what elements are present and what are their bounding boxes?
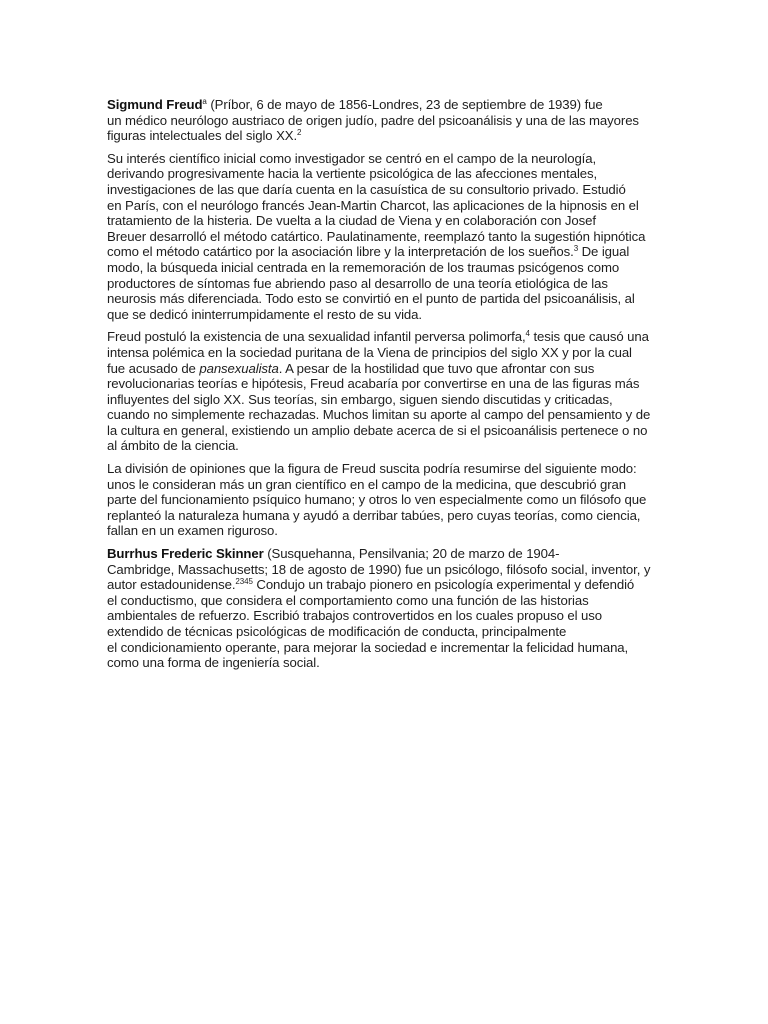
text-line: el condicionamiento operante, para mejorar la sociedad e incrementar la felicidad humana, (107, 639, 629, 655)
text-line: revolucionarias teorías e hipótesis, Freud acabaría por convertirse en una de las figuras más (107, 376, 640, 392)
italic-term: pansexualista (199, 360, 279, 376)
text-line: un médico neurólogo austriaco de origen judío, padre del psicoanálisis y una de las mayores (107, 112, 639, 128)
text-line: Cambridge, Massachusetts; 18 de agosto de 1990) fue un psicólogo, filósofo social, inventor, y (107, 561, 651, 577)
text-line: Condujo un trabajo pionero en psicología experimental y defendió (252, 577, 635, 593)
text-line: parte del funcionamiento psíquico humano; y otros lo ven especialmente como un filósofo que (107, 492, 647, 508)
text-line: tratamiento de la histeria. De vuelta a la ciudad de Viena y en colaboración con Josef (107, 213, 596, 229)
footnote-ref[interactable]: a (202, 97, 207, 106)
paragraph-skinner (107, 546, 663, 671)
text-line: el conductismo, que considera el comportamiento como una función de las historias (107, 592, 589, 608)
text-line: autor estadounidense. (107, 577, 236, 593)
text-line: (Príbor, 6 de mayo de 1856-Londres, 23 de septiembre de 1939) fue (206, 97, 603, 112)
text-line: intensa polémica en la sociedad puritana de la Viena de principios del siglo XX y por la cual (107, 344, 632, 360)
footnote-ref[interactable]: 2345 (235, 577, 253, 587)
text-line: que se dedicó ininterrumpidamente el resto de su vida. (107, 306, 422, 322)
text-line: investigaciones de las que daría cuenta en la casuística de su consultorio privado. Estudió (107, 181, 626, 197)
text-line: La división de opiniones que la figura de Freud suscita podría resumirse del siguiente modo: (107, 461, 637, 477)
text-line: (Susquehanna, Pensilvania; 20 de marzo de 1904- (263, 546, 560, 562)
text-line: neurosis más diferenciada. Todo esto se convirtió en el punto de partida del psicoanálisis, al (107, 291, 635, 307)
text-line: influyentes del siglo XX. Sus teorías, sin embargo, siguen siendo discutidas y criticadas, (107, 391, 613, 407)
text-line: replanteó la naturaleza humana y ayudó a derribar tabúes, pero cuyas teorías, como ciencia, (107, 507, 641, 523)
text-line: productores de síntomas fue abriendo paso al desarrollo de una teoría etiológica de las (107, 275, 608, 291)
text-line: Freud postuló la existencia de una sexualidad infantil perversa polimorfa, (107, 329, 526, 345)
freud-name: Sigmund Freud (107, 97, 203, 112)
text-line: modo, la búsqueda inicial centrada en la rememoración de los traumas psicógenos como (107, 259, 620, 275)
text-line: De igual (578, 244, 630, 260)
text-line: tesis que causó una (529, 329, 649, 345)
text-line: Su interés científico inicial como investigador se centró en el campo de la neurología, (107, 150, 597, 166)
text-line: . A pesar de la hostilidad que tuvo que afrontar con sus (278, 360, 595, 376)
text-line: ambientales de refuerzo. Escribió trabajos controvertidos en los cuales propuso el uso (107, 608, 602, 624)
text-line: en París, con el neurólogo francés Jean-Martin Charcot, las aplicaciones de la hipnosis en el (107, 197, 639, 213)
skinner-name: Burrhus Frederic Skinner (107, 546, 264, 562)
text-line: derivando progresivamente hacia la vertiente psicológica de las afecciones mentales, (107, 166, 598, 182)
footnote-ref[interactable]: 3 (573, 244, 579, 254)
text-line: extendido de técnicas psicológicas de modificación de conducta, principalmente (107, 624, 567, 639)
paragraph-freud-sexuality (107, 329, 663, 454)
paragraph-freud-opinions (107, 461, 663, 539)
text-line: unos le consideran más un gran científico en el campo de la medicina, que descubrió gran (107, 476, 627, 492)
text-line: figuras intelectuales del siglo XX. (107, 128, 298, 144)
paragraph-freud-career (107, 151, 663, 323)
text-line: cuando no simplemente rechazadas. Muchos limitan su aporte al campo del pensamiento y de (107, 407, 651, 423)
text-line: al ámbito de la ciencia. (107, 438, 239, 454)
text-line: Breuer desarrolló el método catártico. Paulatinamente, reemplazó tanto la sugestión hipnótica (107, 228, 646, 244)
text-line: fue acusado de (107, 360, 200, 376)
footnote-ref[interactable]: 4 (525, 329, 530, 339)
paragraph-freud-intro (107, 97, 663, 144)
text-line: fallan en un examen riguroso. (107, 523, 278, 539)
text-line: como una forma de ingeniería social. (107, 655, 320, 671)
text-line: la cultura en general, existiendo un amplio debate acerca de si el psicoanálisis pertenece o no (107, 422, 648, 438)
footnote-ref[interactable]: 2 (297, 128, 302, 138)
text-line: como el método catártico por la asociación libre y la interpretación de los sueños. (107, 244, 574, 260)
document-body (107, 97, 663, 678)
